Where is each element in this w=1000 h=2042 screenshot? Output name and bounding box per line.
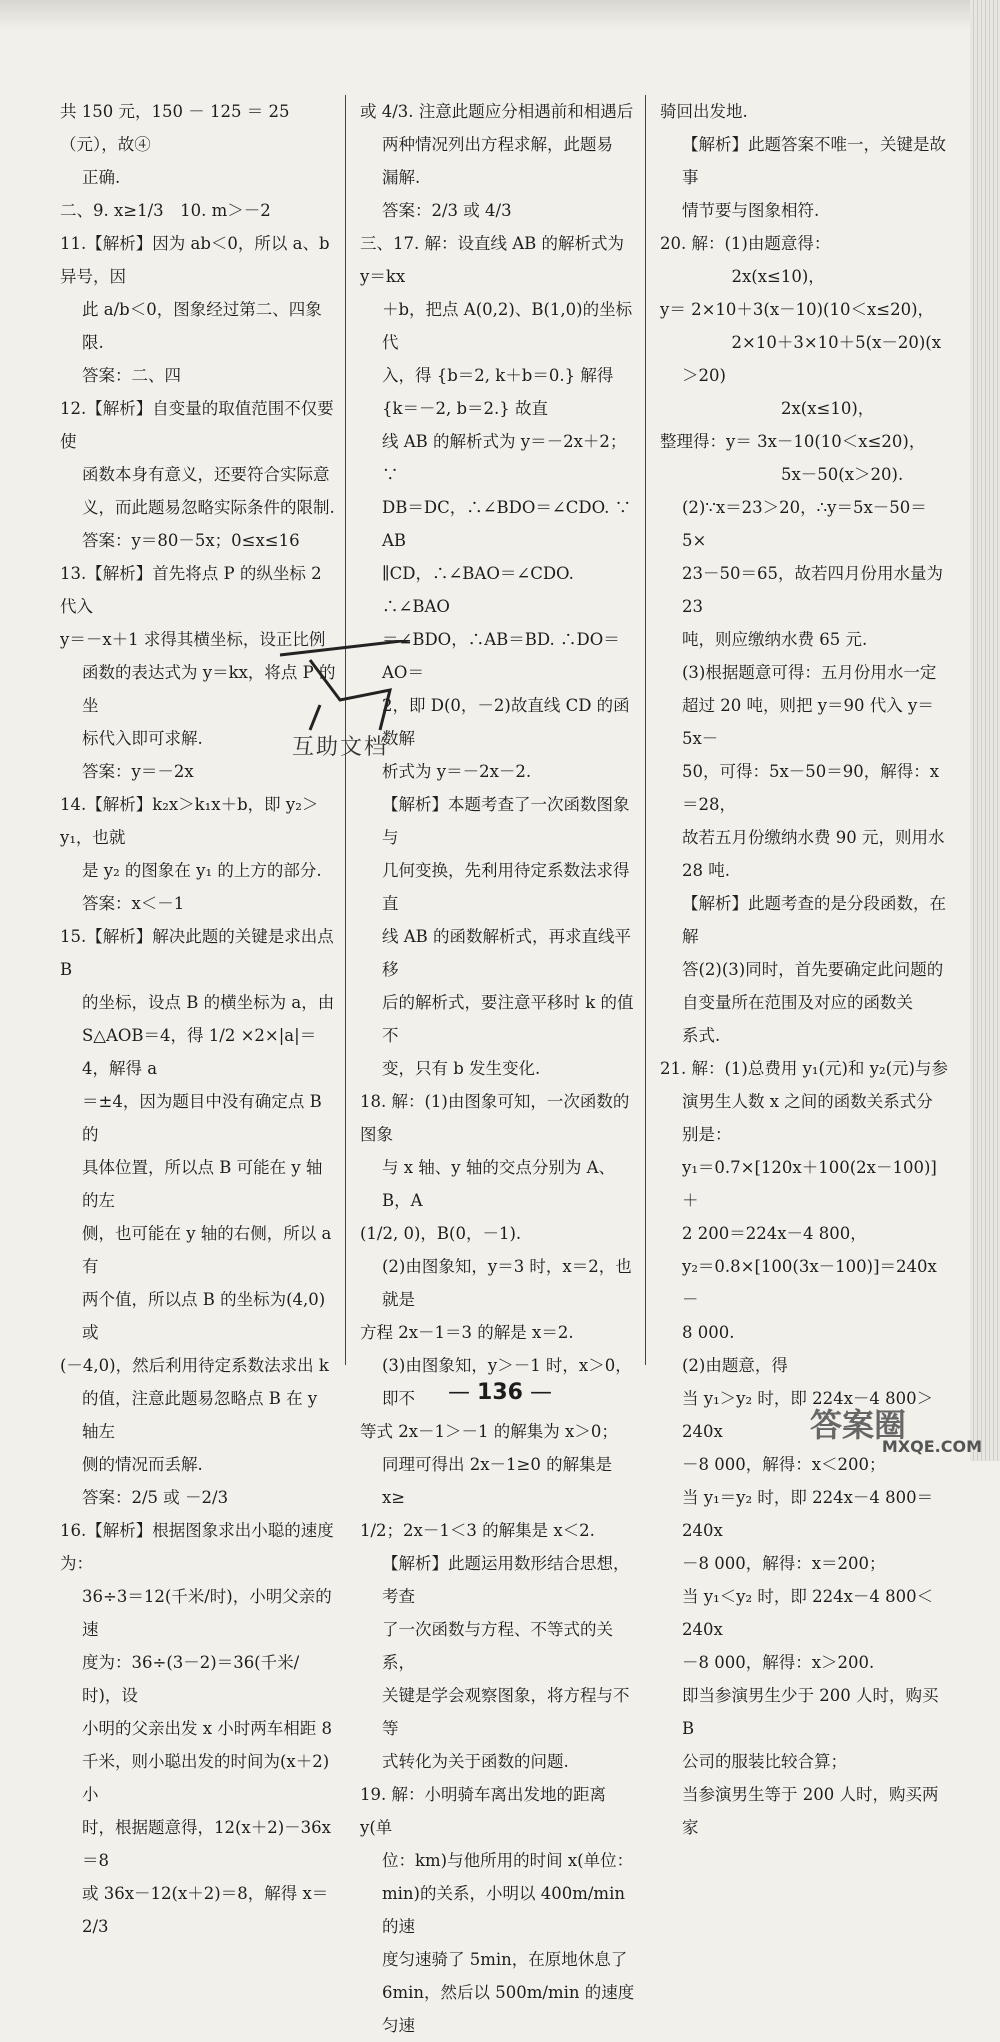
watermark-logo-icon [270,640,440,740]
text-line: 度匀速骑了 5min，在原地休息了 [382,1950,628,1969]
text-line: 自变量所在范围及对应的函数关 [682,993,913,1012]
column-divider-2 [645,95,646,1365]
column-left [60,95,338,1943]
text-line: 骑回出发地. [660,102,748,121]
text-line: 答案：y＝80－5x；0≤x≤16 [82,531,300,550]
text-line: 6min，然后以 500m/min 的速度匀速 [382,1983,635,2035]
text-line: y₂＝0.8×[100(3x－100)]＝240x－ [682,1257,937,1309]
text-line: 义，而此题易忽略实际条件的限制. [82,498,335,517]
text-line: 【解析】此题考查的是分段函数，在解 [682,894,946,946]
watermark-text: 互助文档 [292,735,389,760]
text-line: 等式 2x－1＞－1 的解集为 x＞0； [360,1422,618,1441]
text-line: y＝－x＋1 求得其横坐标，设正比例 [60,630,326,649]
text-line: 14.【解析】k₂x＞k₁x＋b，即 y₂＞y₁，也就 [60,795,319,847]
text-line: 与 x 轴、y 轴的交点分别为 A、B，A [382,1158,616,1210]
text-line: 线 AB 的函数解析式，再求直线平移 [382,927,632,979]
text-line: 2 200＝224x－4 800， [682,1224,867,1243]
text-line: 或 4/3. 注意此题应分相遇前和相遇后 [360,102,634,121]
text-line: 答案：2/3 或 4/3 [382,201,512,220]
text-line: 【解析】此题答案不唯一，关键是故事 [682,135,946,187]
text-line: 答(2)(3)同时，首先要确定此问题的 [682,960,944,979]
text-line: 18. 解：(1)由图象可知，一次函数的图象 [360,1092,630,1144]
text-line: 20. 解：(1)由题意得： [660,234,831,253]
text-line: 几何变换，先利用待定系数法求得直 [382,861,630,913]
text-line: 正确. [82,168,121,187]
text-line: 答案：y＝－2x [82,762,194,781]
column-middle [360,95,638,2042]
text-line: ＝∠BDO，∴AB＝BD. ∴DO＝AO＝ [382,630,620,682]
text-line: 公司的服装比较合算； [682,1752,847,1771]
text-line: (2)由图象知，y＝3 时，x＝2，也就是 [382,1257,632,1309]
page-number: — 136 — [448,1380,552,1405]
text-line: 15.【解析】解决此题的关键是求出点 B [60,927,334,979]
text-line: 即当参演男生少于 200 人时，购买 B [682,1686,939,1738]
text-line: －8 000，解得：x＞200. [682,1653,875,1672]
text-line: 三、17. 解：设直线 AB 的解析式为 y＝kx [360,234,625,286]
text-line: 的值，注意此题易忽略点 B 在 y 轴左 [82,1389,318,1441]
text-line: 2，即 D(0，－2)故直线 CD 的函数解 [382,696,630,748]
text-line: ∥CD，∴∠BAO＝∠CDO. ∴∠BAO [382,564,574,616]
corner-logo-mark: 答案圈 [810,1406,907,1444]
text-line: 二、9. x≥1/3 10. m＞－2 [60,201,271,220]
text-line: 位：km)与他所用的时间 x(单位： [382,1851,634,1870]
scan-top-shadow [0,0,1000,30]
text-line: 时，根据题意得，12(x＋2)－36x＝8 [82,1818,331,1870]
text-line: 当 y₁＜y₂ 时，即 224x－4 800＜240x [682,1587,934,1639]
text-line: 12.【解析】自变量的取值范围不仅要使 [60,399,334,451]
text-line: 吨，则应缴纳水费 65 元. [682,630,868,649]
text-line: 两个值，所以点 B 的坐标为(4,0)或 [82,1290,326,1342]
text-line: 侧的情况而丢解. [82,1455,203,1474]
text-line: －8 000，解得：x＝200； [682,1554,886,1573]
text-line: 16.【解析】根据图象求出小聪的速度为： [60,1521,334,1573]
text-line: 式转化为关于函数的问题. [382,1752,569,1771]
text-line: 别是： [682,1125,732,1144]
text-line: (3)根据题意可得：五月份用水一定 [682,663,937,682]
text-line: 5x－50(x＞20). [682,465,904,484]
text-line: －8 000，解得：x＜200； [682,1455,886,1474]
text-line: 千米，则小聪出发的时间为(x＋2)小 [82,1752,330,1804]
text-line: 同理可得出 2x－1≥0 的解集是 x≥ [382,1455,613,1507]
text-line: 小明的父亲出发 x 小时两车相距 8 [82,1719,333,1738]
text-line: 2x(x≤10)， [682,399,875,418]
text-line: 变，只有 b 发生变化. [382,1059,541,1078]
text-line: 36÷3＝12(千米/时)，小明父亲的速 [82,1587,332,1639]
text-line: 19. 解：小明骑车离出发地的距离 y(单 [360,1785,606,1837]
corner-logo-domain: MXQE.COM [881,1437,982,1456]
text-line: 50，可得：5x－50＝90，解得：x＝28， [682,762,940,814]
text-line: 2×10＋3×10＋5(x－20)(x＞20) [682,333,942,385]
text-line: 整理得：y＝ 3x－10(10＜x≤20)， [660,432,926,451]
text-line: 析式为 y＝－2x－2. [382,762,532,781]
text-line: 1/2；2x－1＜3 的解集是 x＜2. [360,1521,595,1540]
text-line: 关键是学会观察图象，将方程与不等 [382,1686,630,1738]
text-line: 2x(x≤10)， [682,267,825,286]
text-line: 当 y₁＞y₂ 时，即 224x－4 800＞240x [682,1389,934,1441]
text-line: 侧，也可能在 y 轴的右侧，所以 a 有 [82,1224,332,1276]
text-line: 答案：二、四 [82,366,181,385]
text-line: 23－50＝65，故若四月份用水量为 23 [682,564,943,616]
book-spine [970,0,1000,1461]
text-line: 超过 20 吨，则把 y＝90 代入 y＝5x－ [682,696,934,748]
text-line: (3)由图象知，y＞－1 时，x＞0，即不 [382,1356,632,1408]
text-line: 答案：2/5 或 －2/3 [82,1488,229,1507]
text-line: 共 150 元，150 － 125 ＝ 25（元），故④ [60,102,290,154]
text-line: 21. 解：(1)总费用 y₁(元)和 y₂(元)与参 [660,1059,948,1078]
text-line: ＝±4，因为题目中没有确定点 B 的 [82,1092,322,1144]
watermark-stamp [270,640,440,760]
text-line: 【解析】本题考查了一次函数图象与 [382,795,630,847]
text-line: (－4,0)，然后利用待定系数法求出 k [60,1356,329,1375]
text-line: 13.【解析】首先将点 P 的纵坐标 2 代入 [60,564,322,616]
page-number-value: 136 [477,1380,523,1405]
text-line: 线 AB 的解析式为 y＝－2x＋2；∵ [382,432,627,484]
text-line: 8 000. [682,1323,735,1342]
text-line: 后的解析式，要注意平移时 k 的值不 [382,993,634,1045]
text-line: 入，得 {b＝2, k＋b＝0.} 解得 {k＝－2, b＝2.} 故直 [382,366,614,418]
text-line: 当参演男生等于 200 人时，购买两家 [682,1785,939,1837]
text-line: y＝ 2×10＋3(x－10)(10＜x≤20)， [660,300,935,319]
text-line: ＋b，把点 A(0,2)、B(1,0)的坐标代 [382,300,633,352]
text-line: 两种情况列出方程求解，此题易 [382,135,613,154]
text-line: 漏解. [382,168,421,187]
text-line: S△AOB＝4，得 1/2 ×2×|a|＝4，解得 a [82,1026,317,1078]
text-line: 答案：x＜－1 [82,894,185,913]
text-line: min)的关系，小明以 400m/min 的速 [382,1884,625,1936]
text-line: 了一次函数与方程、不等式的关系， [382,1620,613,1672]
text-line: 情节要与图象相符. [682,201,820,220]
text-line: 方程 2x－1＝3 的解是 x＝2. [360,1323,574,1342]
text-line: 标代入即可求解. [82,729,203,748]
text-line: 此 a/b＜0，图象经过第二、四象限. [82,300,322,352]
text-line: 【解析】此题运用数形结合思想，考查 [382,1554,630,1606]
text-line: 具体位置，所以点 B 可能在 y 轴的左 [82,1158,323,1210]
column-right [660,95,950,1844]
text-line: 是 y₂ 的图象在 y₁ 的上方的部分. [82,861,322,880]
text-line: 当 y₁＝y₂ 时，即 224x－4 800＝240x [682,1488,934,1540]
text-line: 函数的表达式为 y＝kx，将点 P 的坐 [82,663,336,715]
text-line: y₁＝0.7×[120x＋100(2x－100)]＋ [682,1158,937,1210]
corner-logo [800,1400,990,1458]
text-line: 度为：36÷(3－2)＝36(千米/时)，设 [82,1653,300,1705]
text-line: (2)∵x＝23＞20，∴y＝5x－50＝5× [682,498,927,550]
text-line: 28 吨. [682,861,730,880]
text-line: 或 36x－12(x＋2)＝8，解得 x＝2/3 [82,1884,329,1936]
text-line: 函数本身有意义，还要符合实际意 [82,465,330,484]
text-line: 系式. [682,1026,721,1045]
text-line: (1/2, 0)，B(0，－1). [360,1224,522,1243]
text-line: 故若五月份缴纳水费 90 元，则用水 [682,828,945,847]
text-line: (2)由题意，得 [682,1356,788,1375]
text-line: 11.【解析】因为 ab＜0，所以 a、b 异号，因 [60,234,330,286]
text-line: 演男生人数 x 之间的函数关系式分 [682,1092,933,1111]
text-line: 的坐标，设点 B 的横坐标为 a，由 [82,993,335,1012]
text-line: DB＝DC，∴∠BDO＝∠CDO. ∵ AB [382,498,632,550]
